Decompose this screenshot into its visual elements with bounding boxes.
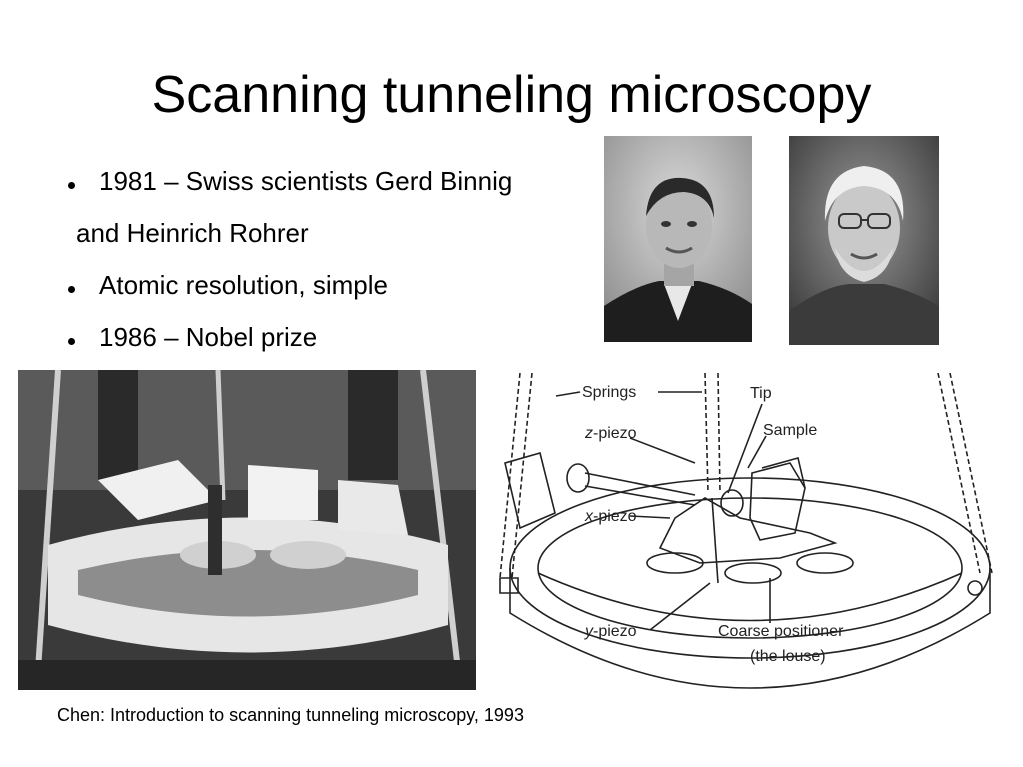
- bullet-3: 1986 – Nobel prize: [99, 322, 318, 352]
- bullet-2: Atomic resolution, simple: [99, 270, 388, 300]
- portrait-binnig: [604, 136, 752, 342]
- label-z-piezo: z-piezo: [585, 425, 637, 442]
- bullet-dot-2: [68, 286, 75, 293]
- bullet-1-continuation: and Heinrich Rohrer: [76, 218, 309, 248]
- label-y-piezo: y-piezo: [585, 623, 637, 640]
- slide-title: Scanning tunneling microscopy: [151, 66, 872, 124]
- stm-schematic-diagram: [480, 368, 1010, 708]
- bullet-dot-1: [68, 182, 75, 189]
- bullet-1: 1981 – Swiss scientists Gerd Binnig: [99, 166, 513, 196]
- portrait-rohrer: [789, 136, 939, 345]
- label-springs: Springs: [582, 384, 637, 401]
- source-caption: Chen: Introduction to scanning tunneling microscopy, 1993: [57, 705, 524, 725]
- label-sample: Sample: [763, 422, 818, 439]
- label-x-piezo: x-piezo: [585, 508, 637, 525]
- label-louse: (the louse): [750, 648, 826, 665]
- stm-photograph: [18, 370, 476, 690]
- bullet-dot-3: [68, 338, 75, 345]
- label-coarse-positioner: Coarse positioner: [718, 623, 844, 640]
- label-tip: Tip: [750, 385, 772, 402]
